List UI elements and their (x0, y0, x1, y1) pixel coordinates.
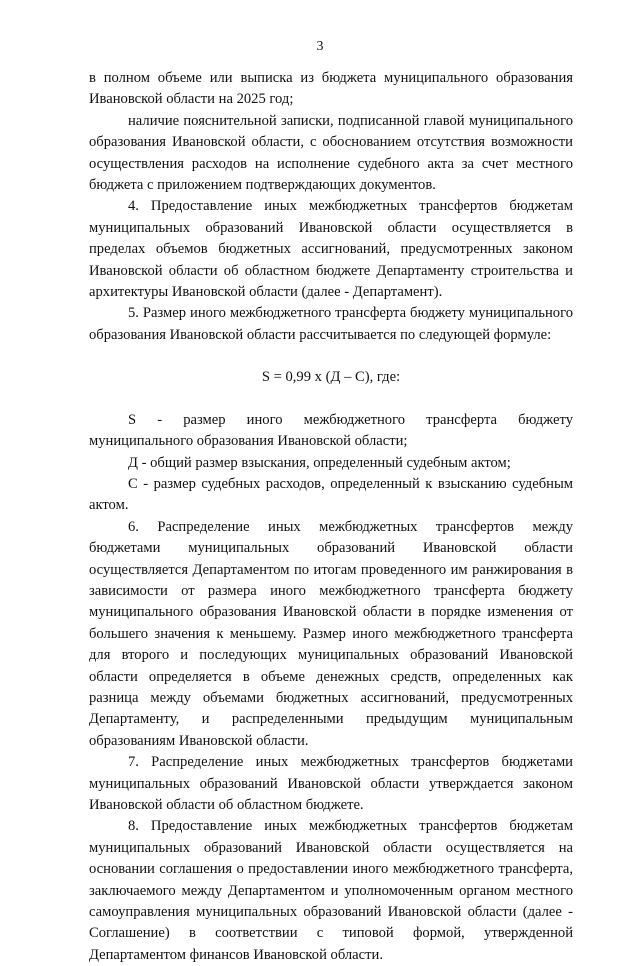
paragraph-item-8: 8. Предоставление иных межбюджетных трансфертов бюджетам муниципальных образований Ивановской области осуществляется на основании соглашения о предоставлении иного межбюджетного трансферта, заключаемого между Департаментом и уполномоченным органом местного самоуправления муниципальных образований Ивановской области (далее - Соглашение) в соответствии с типовой формой, утвержденной Департаментом финансов Ивановской области. (89, 818, 573, 963)
page-number: 3 (316, 39, 324, 54)
paragraph-continuation: в полном объеме или выписка из бюджета муниципального образования Ивановской области на 2025 год; (89, 70, 573, 108)
paragraph-definition-s: S - размер иного межбюджетного трансферта бюджету муниципального образования Ивановской области; (89, 411, 573, 450)
document-body (89, 68, 573, 966)
paragraph-item-4: 4. Предоставление иных межбюджетных трансфертов бюджетам муниципальных образований Ивановской области осуществляется в пределах объемов бюджетных ассигнований, предусмотренных законом Ивановской области об областном бюджете Департаменту строительства и архитектуры Ивановской области (далее - Департамент). (89, 198, 573, 301)
paragraph-item-5: 5. Размер иного межбюджетного трансферта бюджету муниципального образования Ивановской области рассчитывается по следующей формуле: (89, 305, 573, 343)
paragraph-item-6: 6. Распределение иных межбюджетных трансфертов между бюджетами муниципальных образований Ивановской области осуществляется Департаментом по итогам проведенного им ранжирования в зависимости от размера иного межбюджетного трансферта бюджету муниципального образования Ивановской области в порядке изменения от большего значения к меньшему. Размер иного межбюджетного трансферта для второго и последующих муниципальных образований Ивановской области определяется в объеме денежных средств, определенных как разница между объемами бюджетных ассигнований, предусмотренных Департаменту, и распределенными предыдущим муниципальным образованиям Ивановской области. (89, 518, 573, 749)
paragraph-item-7: 7. Распределение иных межбюджетных трансфертов бюджетами муниципальных образований Ивановской области утверждается законом Ивановской области об областном бюджете. (89, 754, 573, 813)
paragraph-definition-c: С - размер судебных расходов, определенный к взысканию судебным актом. (89, 475, 573, 514)
paragraph-explanatory-note: наличие пояснительной записки, подписанной главой муниципального образования Ивановской области, с обоснованием отсутствия возможности осуществления расходов на исполнение судебного акта за счет местного бюджета с приложением подтверждающих документов. (89, 112, 573, 194)
formula: S = 0,99 х (Д – С), где: (261, 369, 401, 386)
paragraph-definition-d: Д - общий размер взыскания, определенный судебным актом; (128, 454, 511, 471)
